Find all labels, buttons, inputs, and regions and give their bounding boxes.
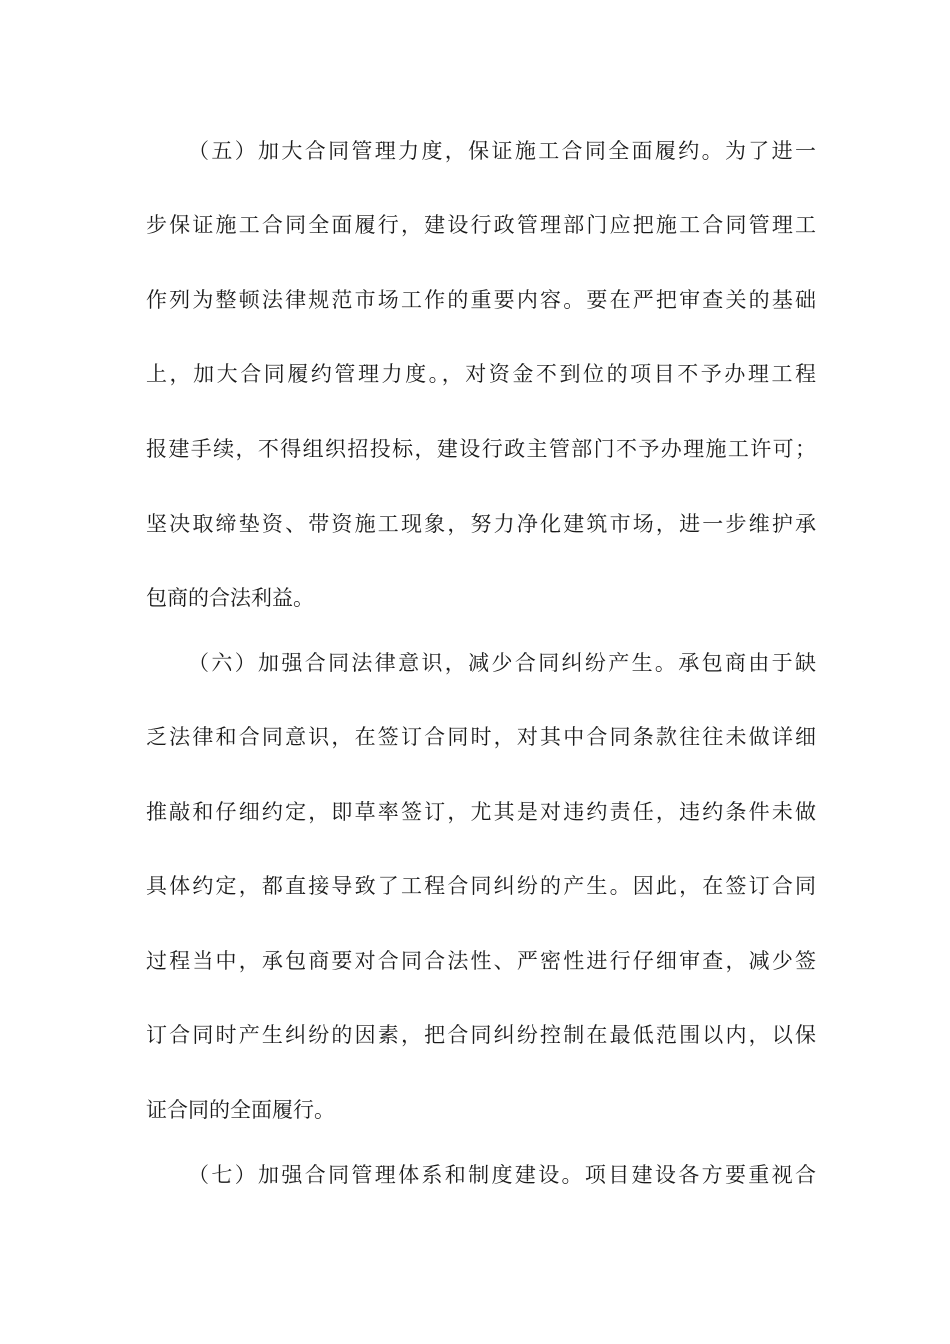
paragraph-6-line-1: （六）加强合同法律意识，减少合同纠纷产生。承包商由于缺 <box>188 651 816 675</box>
paragraph-5-line-5: 报建手续，不得组织招投标，建设行政主管部门不予办理施工许可； <box>146 437 816 461</box>
paragraph-6-line-2: 乏法律和合同意识，在签订合同时，对其中合同条款往往未做详细 <box>146 725 816 749</box>
paragraph-5-line-4: 上，加大合同履约管理力度。，对资金不到位的项目不予办理工程 <box>146 362 816 386</box>
paragraph-6-line-6: 订合同时产生纠纷的因素，把合同纠纷控制在最低范围以内，以保 <box>146 1023 816 1047</box>
paragraph-6-line-4: 具体约定，都直接导致了工程合同纠纷的产生。因此，在签订合同 <box>146 874 816 898</box>
paragraph-6-line-5: 过程当中，承包商要对合同合法性、严密性进行仔细审查，减少签 <box>146 949 816 973</box>
paragraph-5-line-1: （五）加大合同管理力度，保证施工合同全面履约。为了进一 <box>188 139 816 163</box>
paragraph-5-line-3: 作列为整顿法律规范市场工作的重要内容。要在严把审查关的基础 <box>146 288 816 312</box>
paragraph-5-line-2: 步保证施工合同全面履行，建设行政管理部门应把施工合同管理工 <box>146 213 816 237</box>
paragraph-5-line-6: 坚决取缔垫资、带资施工现象，努力净化建筑市场，进一步维护承 <box>146 512 816 536</box>
paragraph-7-line-1: （七）加强合同管理体系和制度建设。项目建设各方要重视合 <box>188 1163 816 1187</box>
paragraph-6-line-7: 证合同的全面履行。 <box>146 1098 335 1122</box>
paragraph-6-line-3: 推敲和仔细约定，即草率签订，尤其是对违约责任，违约条件未做 <box>146 800 816 824</box>
paragraph-5-line-7: 包商的合法利益。 <box>146 586 314 610</box>
